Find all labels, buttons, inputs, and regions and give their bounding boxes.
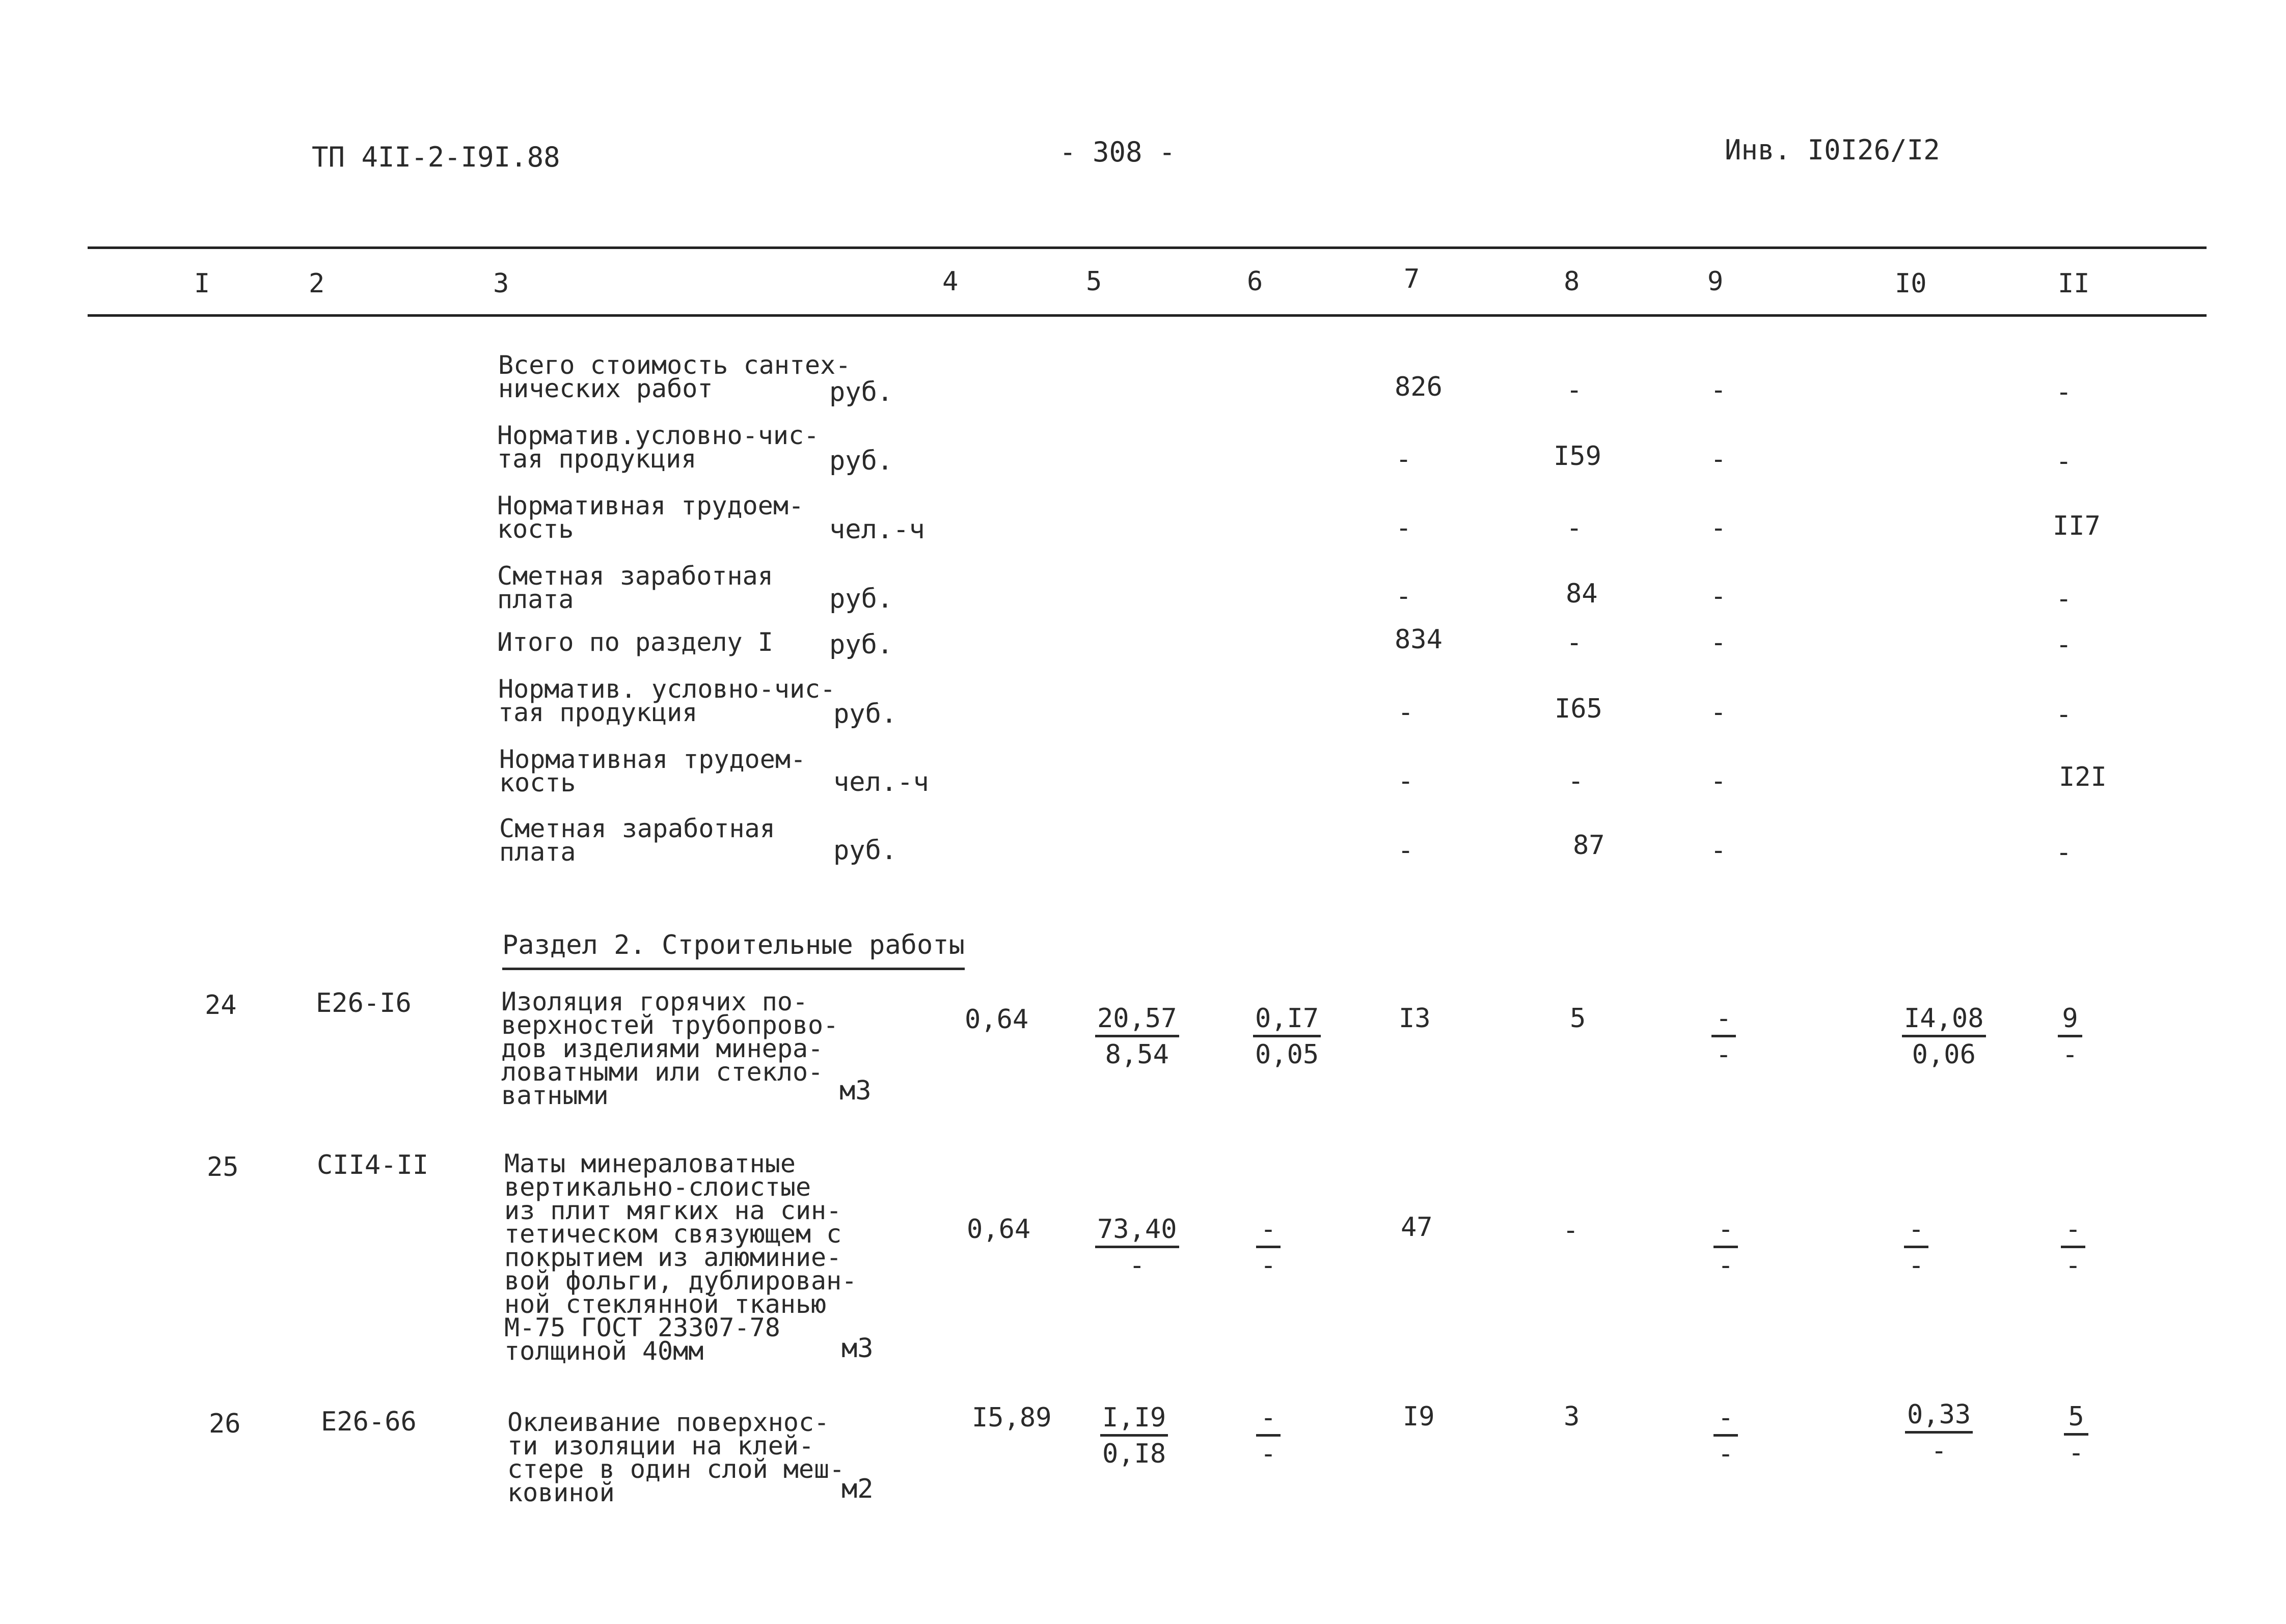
summary-unit: руб. <box>829 584 893 614</box>
col9-top: - <box>1713 1405 1738 1437</box>
row-number: 24 <box>205 990 237 1021</box>
labor-bottom: - <box>1930 1436 1947 1466</box>
labor-fraction <box>1902 1005 1986 1068</box>
wages-top: 5 <box>2064 1403 2088 1436</box>
wages-fraction <box>2061 1216 2085 1279</box>
labor-bottom: - <box>1908 1250 1924 1281</box>
col9-bottom: - <box>1716 1039 1732 1070</box>
unit-cost-total: 20,57 <box>1095 1005 1179 1037</box>
column-header: 8 <box>1564 266 1580 297</box>
summary-col11: - <box>2056 584 2072 614</box>
section-title: Раздел 2. Строительные работы <box>502 930 965 970</box>
wages-bottom: - <box>2062 1039 2078 1070</box>
summary-col11: II7 <box>2053 511 2101 541</box>
summary-col7: - <box>1398 766 1414 796</box>
summary-description: Итого по разделу I <box>497 627 773 657</box>
summary-unit: руб. <box>829 629 893 660</box>
machine-cost-total: - <box>1256 1405 1281 1437</box>
summary-col8: I59 <box>1554 441 1601 472</box>
unit-cost-fraction <box>1095 1005 1179 1068</box>
machine-cost-fraction <box>1253 1005 1321 1068</box>
total-cost: I3 <box>1399 1003 1431 1034</box>
wages-fraction <box>2058 1005 2082 1068</box>
rate-code: Е26-66 <box>321 1407 417 1437</box>
summary-description: Сметная заработная плата <box>499 814 775 867</box>
unit-cost-fraction <box>1100 1402 1168 1469</box>
summary-description: Сметная заработная плата <box>497 561 773 614</box>
summary-col11: - <box>2056 837 2072 868</box>
unit-of-measure: м3 <box>841 1333 874 1364</box>
machine-cost-wages: 0,05 <box>1255 1039 1319 1070</box>
quantity: 0,64 <box>967 1214 1031 1245</box>
column-header: I0 <box>1895 268 1927 299</box>
summary-col8: 84 <box>1566 579 1598 609</box>
wages-top: 9 <box>2058 1005 2082 1037</box>
col9-fraction <box>1711 1005 1736 1068</box>
summary-col11: - <box>2056 377 2072 407</box>
summary-col7: - <box>1396 581 1412 612</box>
col9-fraction <box>1713 1216 1738 1279</box>
unit-of-measure: м2 <box>841 1474 874 1504</box>
net-production: 3 <box>1564 1401 1580 1432</box>
column-header: 5 <box>1086 266 1102 297</box>
column-header: 7 <box>1404 264 1420 294</box>
summary-col11: - <box>2056 446 2072 477</box>
summary-col9: - <box>1710 697 1727 728</box>
summary-col9: - <box>1710 627 1727 658</box>
unit-cost-total: I,I9 <box>1100 1405 1168 1437</box>
inventory-number: Инв. I0I26/I2 <box>1725 134 1940 166</box>
summary-col7: - <box>1396 513 1412 543</box>
summary-col8: - <box>1566 627 1583 658</box>
summary-col9: - <box>1710 835 1727 866</box>
machine-cost-total: - <box>1256 1216 1281 1248</box>
unit-cost-wages: 8,54 <box>1105 1039 1169 1070</box>
net-production: 5 <box>1570 1003 1586 1034</box>
summary-col9: - <box>1710 513 1727 543</box>
labor-top: - <box>1904 1216 1928 1248</box>
wages-top: - <box>2061 1216 2085 1248</box>
summary-description: Нормативная трудоем- кость <box>497 491 804 544</box>
summary-col7: 826 <box>1395 372 1443 402</box>
col9-fraction <box>1713 1402 1738 1469</box>
machine-cost-fraction <box>1256 1402 1281 1469</box>
total-cost: I9 <box>1403 1401 1435 1432</box>
rate-code: Е26-I6 <box>316 988 412 1019</box>
summary-col9: - <box>1710 581 1727 612</box>
labor-fraction <box>1905 1401 1973 1464</box>
column-header: I <box>194 268 210 299</box>
work-description: Оклеивание поверхнос- ти изоляции на клей- стере в один слой меш- ковиной <box>507 1408 845 1507</box>
machine-cost-total: 0,I7 <box>1253 1005 1321 1037</box>
summary-unit: руб. <box>833 835 897 866</box>
page-number: - 308 - <box>1059 136 1176 168</box>
quantity: 0,64 <box>965 1004 1029 1035</box>
machine-cost-fraction <box>1256 1216 1281 1279</box>
net-production: - <box>1563 1215 1579 1246</box>
column-header: 9 <box>1707 266 1724 297</box>
machine-cost-wages: - <box>1260 1250 1276 1281</box>
summary-col11: I2I <box>2059 762 2107 792</box>
labor-fraction <box>1904 1216 1928 1279</box>
labor-bottom: 0,06 <box>1912 1039 1976 1070</box>
summary-col8: 87 <box>1573 830 1605 861</box>
summary-col8: - <box>1568 766 1584 796</box>
summary-col8: I65 <box>1555 694 1602 724</box>
work-description: Изоляция горячих по- верхностей трубопрово- дов изделиями минера- ловатными или стекло- ватными <box>501 987 839 1110</box>
summary-description: Норматив.условно-чис- тая продукция <box>497 421 820 474</box>
labor-top: 0,33 <box>1905 1401 1973 1434</box>
summary-col9: - <box>1710 444 1727 475</box>
summary-description: Всего стоимость сантех- нических работ <box>498 350 851 403</box>
summary-col9: - <box>1710 375 1727 405</box>
total-cost: 47 <box>1401 1212 1433 1243</box>
summary-description: Норматив. условно-чис- тая продукция <box>498 674 836 727</box>
unit-of-measure: м3 <box>839 1076 872 1106</box>
unit-cost-wages: - <box>1129 1250 1145 1281</box>
labor-top: I4,08 <box>1902 1005 1986 1037</box>
col9-top: - <box>1713 1216 1738 1248</box>
wages-fraction <box>2064 1403 2088 1466</box>
summary-unit: чел.-ч <box>833 767 929 797</box>
summary-col7: - <box>1398 697 1414 728</box>
summary-unit: руб. <box>829 446 893 476</box>
table-header-bottom-rule <box>88 314 2207 317</box>
summary-unit: руб. <box>833 699 897 729</box>
summary-unit: чел.-ч <box>829 514 925 545</box>
row-number: 26 <box>209 1409 241 1439</box>
summary-col7: - <box>1396 444 1412 475</box>
summary-unit: руб. <box>829 377 893 407</box>
unit-cost-fraction <box>1095 1216 1179 1279</box>
column-header: 6 <box>1247 266 1263 297</box>
summary-col7: - <box>1398 835 1414 866</box>
summary-col9: - <box>1710 766 1727 796</box>
column-header: 2 <box>309 268 325 299</box>
document-code: ТП 4II-2-I9I.88 <box>312 141 560 173</box>
col9-bottom: - <box>1718 1250 1734 1281</box>
table-top-rule <box>88 246 2207 249</box>
machine-cost-wages: - <box>1260 1439 1276 1469</box>
unit-cost-wages: 0,I8 <box>1102 1439 1166 1469</box>
col9-top: - <box>1711 1005 1736 1037</box>
summary-col7: 834 <box>1395 624 1443 655</box>
summary-col8: - <box>1566 513 1583 543</box>
quantity: I5,89 <box>972 1402 1052 1433</box>
wages-bottom: - <box>2068 1438 2084 1468</box>
col9-bottom: - <box>1718 1439 1734 1469</box>
summary-col11: - <box>2056 629 2072 660</box>
summary-col11: - <box>2056 699 2072 730</box>
rate-code: СII4-II <box>317 1150 429 1180</box>
column-header: 3 <box>493 268 509 299</box>
unit-cost-total: 73,40 <box>1095 1216 1179 1248</box>
summary-description: Нормативная трудоем- кость <box>499 745 806 797</box>
column-header: II <box>2058 268 2090 299</box>
column-header: 4 <box>942 266 959 297</box>
summary-col8: - <box>1566 375 1583 405</box>
row-number: 25 <box>207 1152 239 1182</box>
wages-bottom: - <box>2065 1250 2081 1281</box>
work-description: Маты минераловатные вертикально-слоистые из плит мягких на син- тетическом связующем с покрытием из алюминие- вой фольги, дублирован- ной стеклянной тканью М-75 ГОСТ 23307-78 толщиной 40мм <box>504 1149 857 1366</box>
